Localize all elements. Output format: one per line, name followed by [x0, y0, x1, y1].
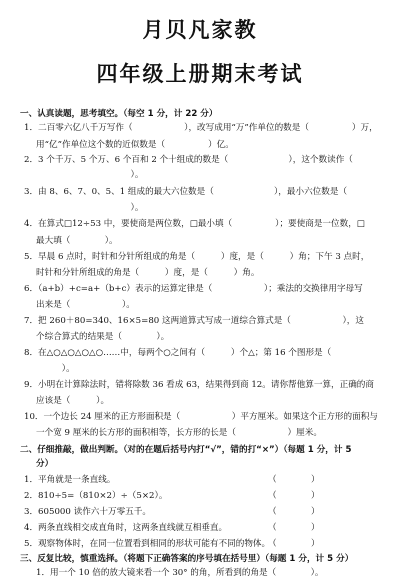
judge-answer-4: （ ）: [268, 523, 320, 533]
judge-item-2: 2．810÷5=（810×2）÷（5×2）。: [24, 491, 168, 501]
section2-heading-cont: 分）: [36, 459, 54, 469]
q8-line1: 8．在△○△○△○△○……中，每两个○之间有（ ）个△；第 16 个图形是（: [24, 348, 332, 358]
q6-line2: 出来是（ ）。: [36, 300, 135, 310]
brand-title: 月贝凡家教: [142, 18, 258, 42]
choice-item-1: 1．用一个 10 倍的放大镜来看一个 30° 的角，所看到的角是（ ）。: [36, 568, 324, 578]
section1-heading: 一、认真读题，思考填空。（每空 1 分，计 22 分）: [20, 109, 218, 119]
q9-line1: 9．小明在计算除法时，错将除数 36 看成 63，结果得到商 12。请你帮他算一算，正确的商: [24, 380, 374, 390]
q5-line2: 时针和分针所组成的角是（ ）度，是（ ）角。: [36, 268, 260, 278]
q1-line2: 用“亿”作单位这个数的近似数是（ ）亿。: [36, 140, 234, 150]
q1-line1: 1．二百零六亿八千万写作（ ），改写成用“万”作单位的数是（ ）万，: [24, 123, 378, 133]
q6-line1: 6．（a+b）+c=a+（b+c）表示的运算定律是（ ）；乘法的交换律用字母写: [24, 284, 363, 294]
q3-line2: ）。: [36, 203, 144, 213]
section3-heading: 三、反复比较，慎重选择。（将题下正确答案的序号填在括号里）（每题 1 分，计 5 分）: [20, 554, 354, 564]
q10-line1: 10．一个边长 24 厘米的正方形面积是（ ）平方厘米。如果这个正方形的面积与: [24, 412, 378, 422]
q10-line2: 一个宽 9 厘米的长方形的面积相等，长方形的长是（ ）厘米。: [36, 428, 322, 438]
judge-item-4: 4．两条直线相交成直角时，这两条直线就互相垂直。: [24, 523, 228, 533]
q3-line1: 3．由 8、6、7、0、5、1 组成的最大六位数是（ ），最小六位数是（: [24, 187, 348, 197]
q2-line2: ）。: [36, 170, 144, 180]
q4-line1: 4．在算式□12÷53 中，要使商是两位数，□最小填（ ）；要使商是一位数，□: [24, 219, 365, 229]
section2-heading: 二、仔细推敲，做出判断。（对的在题后括号内打“√”，错的打“×”）（每题 1 分，计 5: [20, 445, 352, 455]
q4-line2: 最大填（ ）。: [36, 236, 118, 246]
judge-answer-2: （ ）: [268, 491, 320, 501]
judge-item-5: 5．观察物体时，在同一位置看到相同的形状可能有不同的物体。: [24, 539, 271, 549]
judge-item-1: 1．平角就是一条直线。: [24, 475, 116, 485]
exam-title: 四年级上册期末考试: [96, 62, 304, 86]
judge-answer-1: （ ）: [268, 475, 320, 485]
judge-answer-3: （ ）: [268, 507, 320, 517]
q9-line2: 应该是（ ）。: [36, 396, 110, 406]
q5-line1: 5．早晨 6 点时，时针和分针所组成的角是（ ）度，是（ ）角；下午 3 点时，: [24, 252, 370, 262]
judge-answer-5: （ ）: [268, 539, 320, 549]
q7-line2: 个综合算式的结果是（ ）。: [36, 332, 170, 342]
q2-line1: 2．3 个千万、5 个万、6 个百和 2 个十组成的数是（ ），这个数读作（: [24, 155, 353, 165]
judge-item-3: 3．605000 读作六十万零五千。: [24, 507, 151, 517]
q7-line1: 7．把 260＋80=340、16×5=80 这两道算式写成一道综合算式是（ ），这: [24, 316, 364, 326]
q8-line2: ）。: [36, 364, 75, 374]
